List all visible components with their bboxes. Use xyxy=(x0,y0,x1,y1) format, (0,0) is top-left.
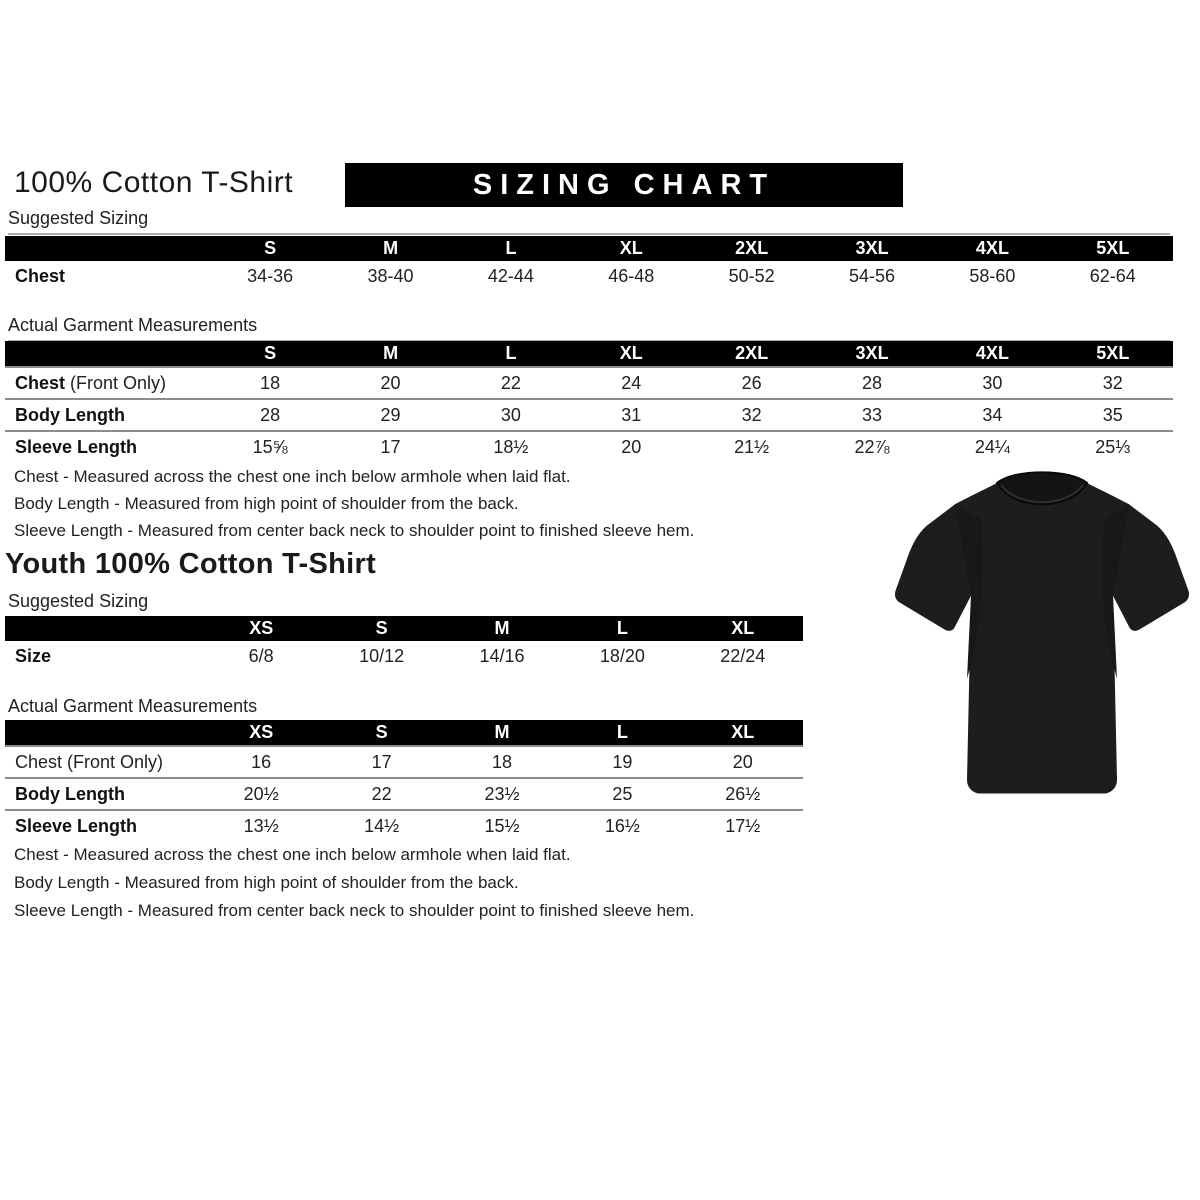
table-cell: 6/8 xyxy=(248,645,274,666)
table-header-cell: L xyxy=(562,616,682,641)
row-label: Sleeve Length xyxy=(15,815,138,836)
table-cell: 33 xyxy=(812,399,932,431)
table-cell: 34-36 xyxy=(247,265,294,286)
youth-actual-measurements-table xyxy=(5,720,803,841)
row-label: Body Length xyxy=(15,783,125,804)
youth-section-title: Youth 100% Cotton T-Shirt xyxy=(5,548,377,580)
table-header-cell: L xyxy=(451,236,571,261)
table-cell: 17½ xyxy=(683,810,803,841)
table-row-sleeve-length xyxy=(5,431,1173,462)
row-label: Size xyxy=(15,645,52,666)
table-header-blank xyxy=(5,720,201,746)
table-cell: 32 xyxy=(692,399,812,431)
table-cell: 26½ xyxy=(683,778,803,810)
table-cell: 13½ xyxy=(201,810,321,841)
table-cell: 24¼ xyxy=(932,431,1052,462)
table-cell: 18 xyxy=(210,367,330,399)
row-label: Chest xyxy=(15,265,66,286)
table-header-row xyxy=(5,236,1173,261)
table-cell: 20 xyxy=(683,746,803,778)
table-header-cell: M xyxy=(442,720,562,746)
table-row-body-length xyxy=(5,399,1173,431)
table-cell: 46-48 xyxy=(608,265,655,286)
youth-suggested-sizing-label: Suggested Sizing xyxy=(8,591,800,618)
table-cell: 22 xyxy=(451,367,571,399)
page-title: 100% Cotton T-Shirt xyxy=(14,166,294,199)
table-cell: 21½ xyxy=(692,431,812,462)
table-header-cell: M xyxy=(330,341,450,367)
row-label: Chest xyxy=(15,751,63,772)
table-header-cell: 3XL xyxy=(812,236,932,261)
table-cell: 18½ xyxy=(451,431,571,462)
table-cell: 58-60 xyxy=(969,265,1016,286)
adult-actual-measurements-label: Actual Garment Measurements xyxy=(8,315,1170,342)
table-cell: 31 xyxy=(571,399,691,431)
table-header-cell: XL xyxy=(683,616,803,641)
table-cell: 28 xyxy=(210,399,330,431)
table-header-cell: XL xyxy=(683,720,803,746)
table-header-cell: M xyxy=(442,616,562,641)
table-cell: 14½ xyxy=(321,810,441,841)
table-cell: 16 xyxy=(201,746,321,778)
table-cell: 10/12 xyxy=(359,645,405,666)
table-header-cell: S xyxy=(321,720,441,746)
row-label-suffix: (Front Only) xyxy=(62,751,164,772)
table-header-cell: XL xyxy=(571,236,691,261)
youth-actual-measurements-label: Actual Garment Measurements xyxy=(8,696,800,723)
table-header-row xyxy=(5,720,803,746)
note-line: Chest - Measured across the chest one inch below armhole when laid flat. xyxy=(14,845,571,864)
table-cell: 15⅝ xyxy=(210,431,330,462)
table-header-cell: M xyxy=(330,236,450,261)
table-header-row xyxy=(5,341,1173,367)
table-header-cell: 4XL xyxy=(932,236,1052,261)
note-line: Sleeve Length - Measured from center back neck to shoulder point to finished sleeve hem. xyxy=(14,521,695,540)
table-cell: 25⅓ xyxy=(1053,431,1173,462)
table-header-cell: XL xyxy=(571,341,691,367)
table-header-cell: 2XL xyxy=(692,236,812,261)
table-header-cell: 2XL xyxy=(692,341,812,367)
table-row-chest xyxy=(5,367,1173,399)
table-cell: 38-40 xyxy=(367,265,414,286)
table-header-cell: 5XL xyxy=(1053,341,1173,367)
table-cell: 29 xyxy=(330,399,450,431)
table-header-blank xyxy=(5,341,210,367)
table-cell: 28 xyxy=(812,367,932,399)
sizing-chart-banner: SIZING CHART xyxy=(345,163,903,207)
note-line: Sleeve Length - Measured from center back neck to shoulder point to finished sleeve hem. xyxy=(14,901,695,920)
table-cell: 23½ xyxy=(442,778,562,810)
row-label: Body Length xyxy=(15,404,125,425)
table-header-cell: S xyxy=(210,236,330,261)
table-cell: 35 xyxy=(1053,399,1173,431)
adult-actual-measurements-table xyxy=(5,341,1173,462)
table-cell: 22/24 xyxy=(720,645,766,666)
table-cell: 26 xyxy=(692,367,812,399)
table-header-cell: 5XL xyxy=(1053,236,1173,261)
table-cell: 17 xyxy=(321,746,441,778)
table-cell: 20 xyxy=(571,431,691,462)
table-cell: 50-52 xyxy=(728,265,775,286)
table-cell: 15½ xyxy=(442,810,562,841)
note-line: Body Length - Measured from high point of shoulder from the back. xyxy=(14,494,519,513)
table-row-sleeve-length xyxy=(5,810,803,841)
table-row-body-length xyxy=(5,778,803,810)
table-header-blank xyxy=(5,236,210,261)
table-cell: 18/20 xyxy=(599,645,645,666)
table-cell: 17 xyxy=(330,431,450,462)
table-cell: 30 xyxy=(451,399,571,431)
tshirt-photo xyxy=(893,466,1193,801)
adult-suggested-sizing-label: Suggested Sizing xyxy=(8,208,1170,235)
table-cell: 20 xyxy=(330,367,450,399)
table-cell: 14/16 xyxy=(479,645,525,666)
table-header-blank xyxy=(5,616,201,641)
youth-measurement-notes xyxy=(14,841,834,925)
table-cell: 30 xyxy=(932,367,1052,399)
row-label: Chest xyxy=(15,372,66,393)
table-cell: 42-44 xyxy=(487,265,534,286)
table-cell: 24 xyxy=(571,367,691,399)
tshirt-body xyxy=(895,483,1189,794)
note-line: Body Length - Measured from high point of shoulder from the back. xyxy=(14,873,519,892)
adult-suggested-sizing-table xyxy=(5,236,1173,291)
table-header-cell: XS xyxy=(201,616,321,641)
table-cell: 18 xyxy=(442,746,562,778)
table-cell: 22⅞ xyxy=(812,431,932,462)
table-header-cell: L xyxy=(562,720,682,746)
table-cell: 22 xyxy=(321,778,441,810)
note-line: Chest - Measured across the chest one inch below armhole when laid flat. xyxy=(14,467,571,486)
table-cell: 34 xyxy=(932,399,1052,431)
table-cell: 19 xyxy=(562,746,682,778)
table-row-size xyxy=(5,641,803,671)
table-header-cell: 3XL xyxy=(812,341,932,367)
table-cell: 25 xyxy=(562,778,682,810)
row-label-suffix: (Front Only) xyxy=(65,372,167,393)
table-cell: 54-56 xyxy=(849,265,896,286)
table-cell: 32 xyxy=(1053,367,1173,399)
black-tshirt-image xyxy=(893,466,1193,801)
table-cell: 20½ xyxy=(201,778,321,810)
adult-measurement-notes xyxy=(14,463,834,544)
table-cell: 62-64 xyxy=(1089,265,1136,286)
table-cell: 16½ xyxy=(562,810,682,841)
table-header-cell: S xyxy=(321,616,441,641)
table-header-cell: L xyxy=(451,341,571,367)
table-row-chest xyxy=(5,746,803,778)
table-row xyxy=(5,261,1173,291)
table-header-cell: S xyxy=(210,341,330,367)
table-header-cell: XS xyxy=(201,720,321,746)
table-header-row xyxy=(5,616,803,641)
youth-suggested-sizing-table xyxy=(5,616,803,671)
row-label: Sleeve Length xyxy=(15,436,138,457)
table-header-cell: 4XL xyxy=(932,341,1052,367)
